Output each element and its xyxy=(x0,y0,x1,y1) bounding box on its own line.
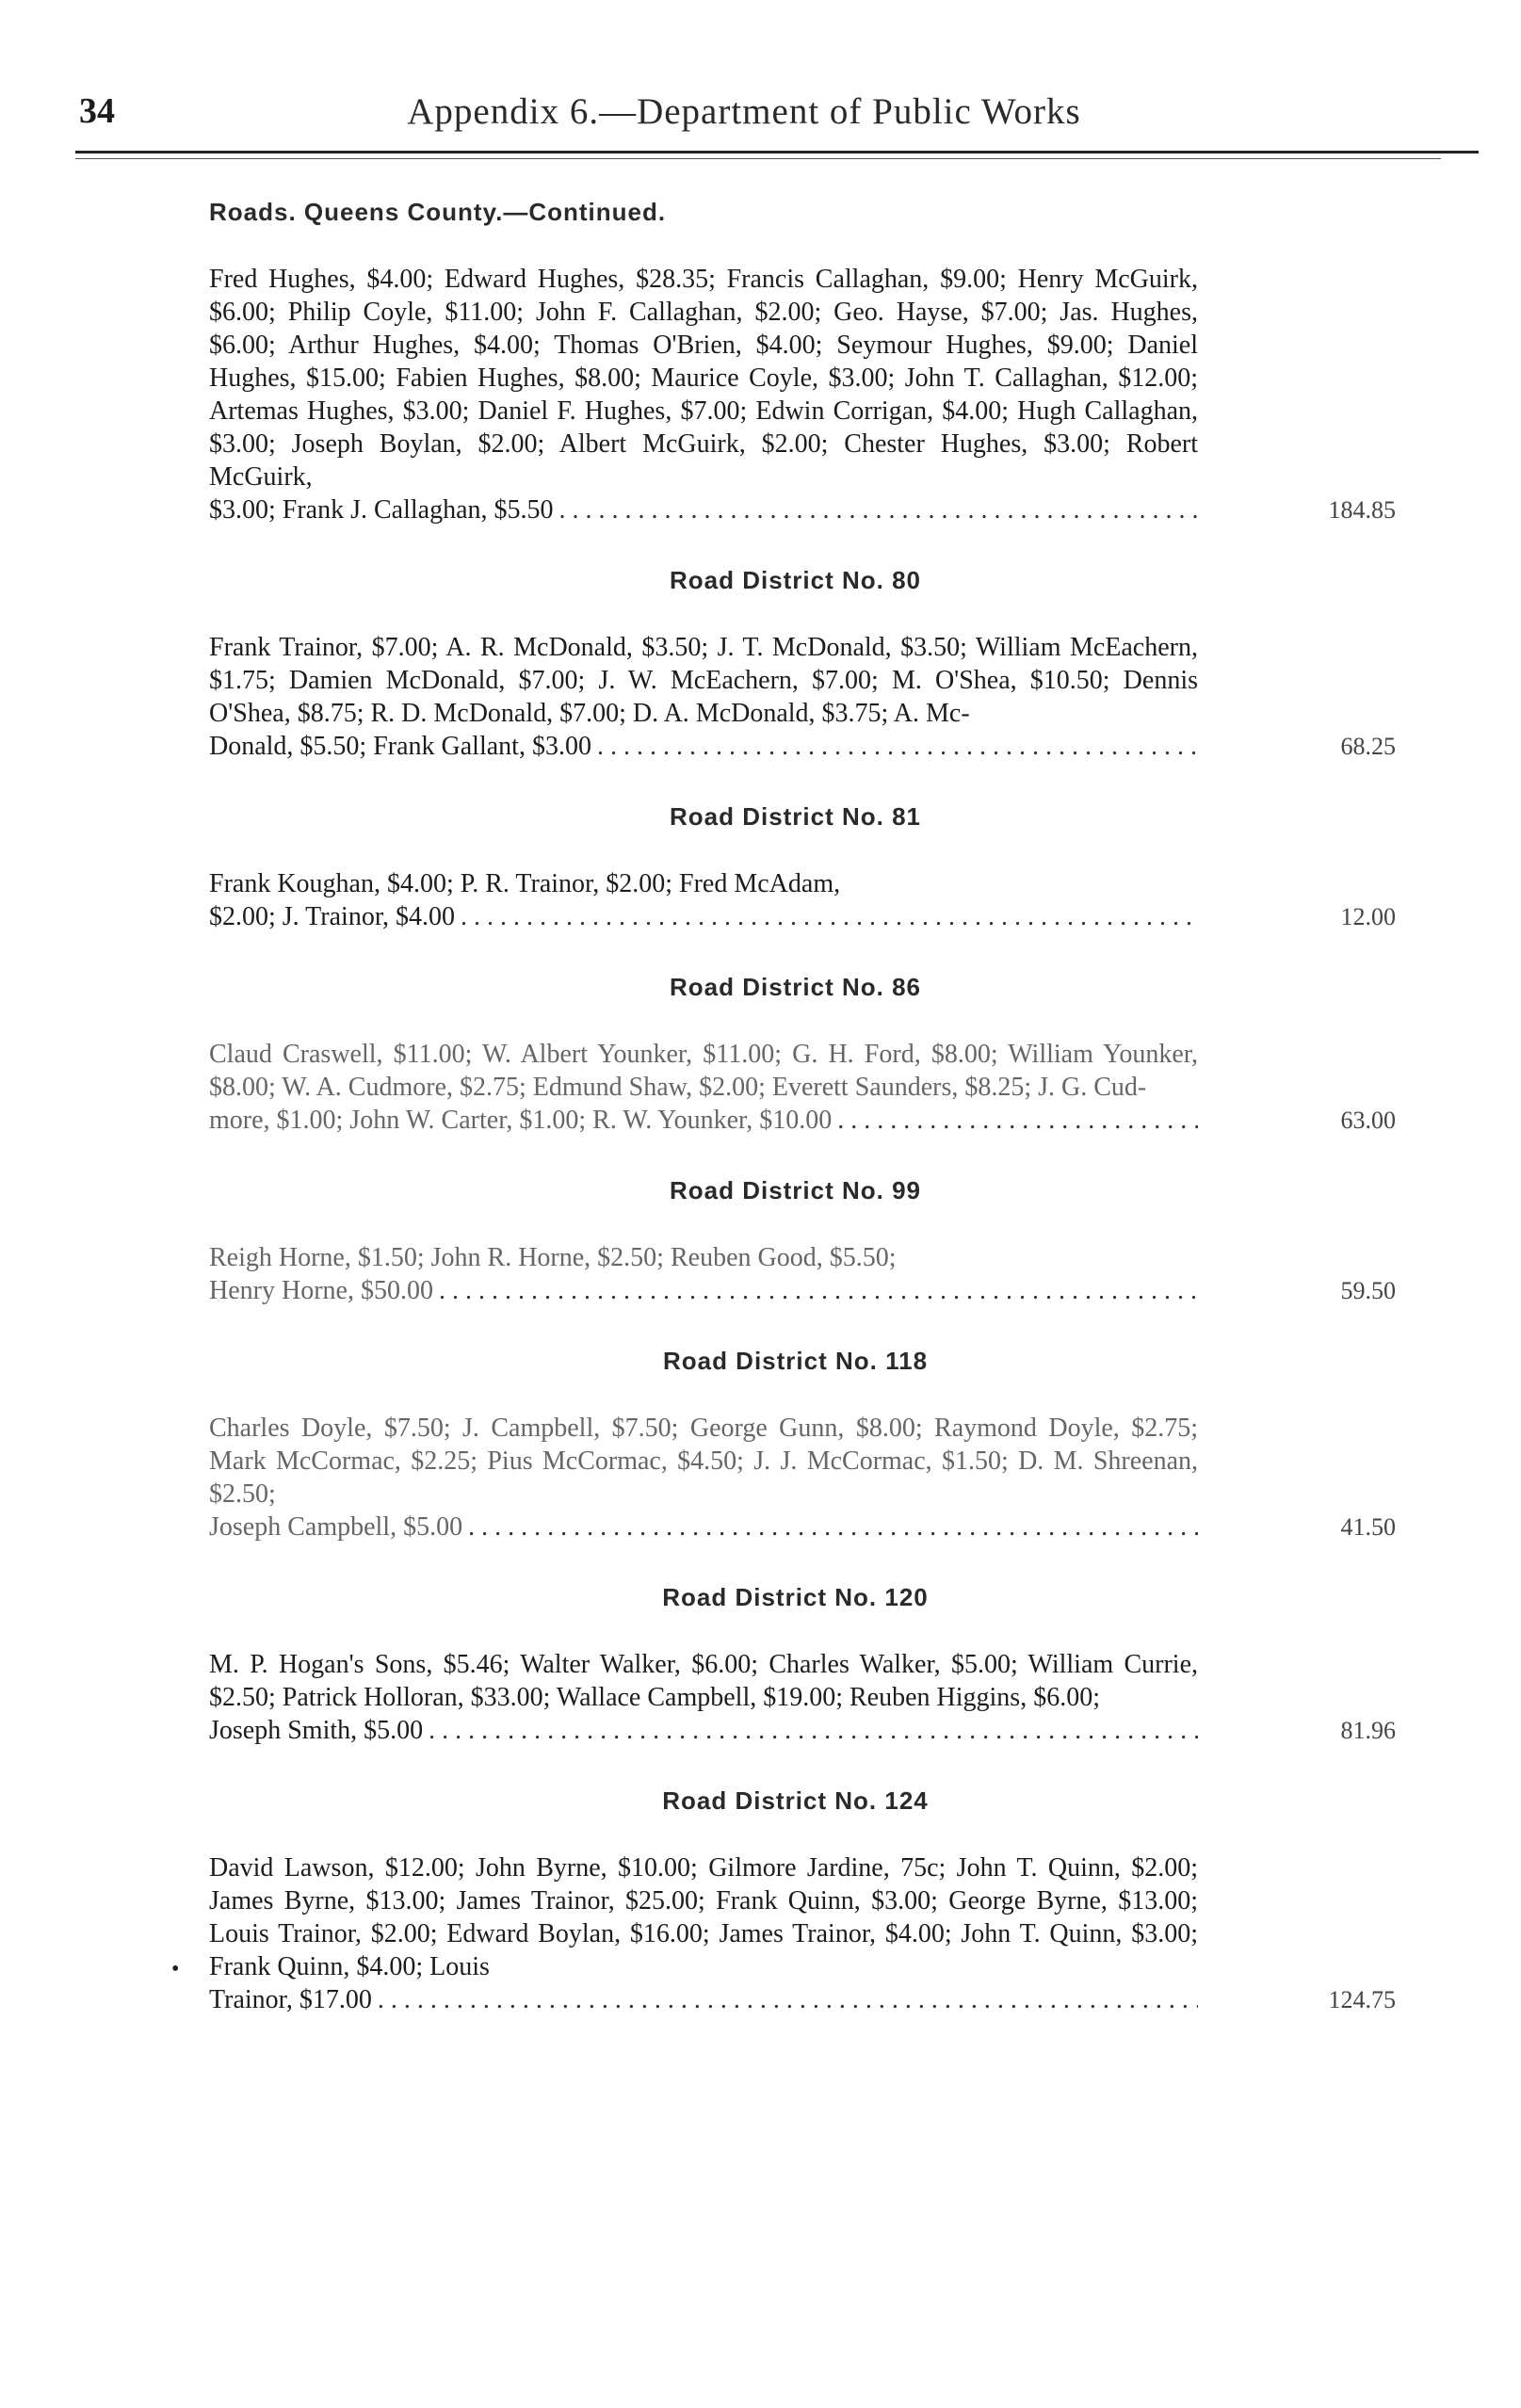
section-title: Road District No. 80 xyxy=(669,566,922,594)
entry-last-line: more, $1.00; John W. Carter, $1.00; R. W. Younker, $10.00 xyxy=(209,1106,833,1135)
dot-leader xyxy=(597,730,1198,763)
section-title: Road District No. 86 xyxy=(669,973,922,1001)
section-title: Road District No. 99 xyxy=(669,1176,922,1204)
entry-paragraph xyxy=(171,1851,1396,2016)
entry-last-line: Joseph Smith, $5.00 xyxy=(209,1716,424,1745)
entry-paragraph xyxy=(209,263,1396,526)
page-number: 34 xyxy=(79,91,115,131)
entry-last-line: $3.00; Frank J. Callaghan, $5.50 xyxy=(209,495,554,525)
entry-paragraph xyxy=(209,867,1396,933)
entry-total: 63.00 xyxy=(1340,1107,1396,1134)
page-header xyxy=(75,90,1488,147)
entry-last-line: Henry Horne, $50.00 xyxy=(209,1276,433,1305)
section-road-district-99 xyxy=(209,1176,1396,1307)
margin-bullet-mark: • xyxy=(171,1957,180,1981)
entry-body: Reigh Horne, $1.50; John R. Horne, $2.50; Reuben Good, $5.50; xyxy=(209,1243,897,1272)
entry-total: 12.00 xyxy=(1340,903,1396,930)
entry-body: David Lawson, $12.00; John Byrne, $10.00; Gilmore Jardine, 75c; John T. Quinn, $2.00; James Byrne, $13.00; James Trainor, $25.00; Frank Quinn, $3.00; George Byrne, $13.00; Louis Trainor, $2.00; Edward Boylan, $16.00; James Trainor, $4.00; John T. Quinn, $3.00; Frank Quinn, $4.00; Louis xyxy=(209,1853,1198,1981)
entry-last-line: Donald, $5.50; Frank Gallant, $3.00 xyxy=(209,732,591,761)
section-title: Roads. Queens County.—Continued. xyxy=(209,198,667,226)
entry-total: 59.50 xyxy=(1340,1277,1396,1304)
entry-paragraph xyxy=(209,1038,1396,1137)
entry-last-line: Joseph Campbell, $5.00 xyxy=(209,1512,463,1542)
header-rule-thin xyxy=(75,158,1441,159)
dot-leader xyxy=(378,1983,1198,2016)
entry-total: 124.75 xyxy=(1328,1986,1396,2013)
section-road-district-80 xyxy=(209,566,1396,763)
entry-paragraph xyxy=(209,1241,1396,1307)
entry-paragraph xyxy=(209,1412,1396,1543)
entry-last-line: $2.00; J. Trainor, $4.00 xyxy=(209,902,456,931)
section-road-district-118 xyxy=(209,1347,1396,1543)
section-title: Road District No. 124 xyxy=(662,1786,929,1815)
entry-body: Frank Koughan, $4.00; P. R. Trainor, $2.00; Fred McAdam, xyxy=(209,869,841,898)
entry-total: 68.25 xyxy=(1340,733,1396,760)
entry-body: M. P. Hogan's Sons, $5.46; Walter Walker, $6.00; Charles Walker, $5.00; William Currie, $2.50; Patrick Holloran, $33.00; Wallace Campbell, $19.00; Reuben Higgins, $6.00; xyxy=(209,1650,1198,1712)
header-rule xyxy=(75,151,1479,154)
section-title: Road District No. 118 xyxy=(662,1347,929,1375)
entry-body: Fred Hughes, $4.00; Edward Hughes, $28.35; Francis Callaghan, $9.00; Henry McGuirk, $6.00; Philip Coyle, $11.00; John F. Callaghan, $2.00; Geo. Hayse, $7.00; Jas. Hughes, $6.00; Arthur Hughes, $4.00; Thomas O'Brien, $4.00; Seymour Hughes, $9.00; Daniel Hughes, $15.00; Fabien Hughes, $8.00; Maurice Coyle, $3.00; John T. Callaghan, $12.00; Artemas Hughes, $3.00; Daniel F. Hughes, $7.00; Edwin Corrigan, $4.00; Hugh Callaghan, $3.00; Joseph Boylan, $2.00; Albert McGuirk, $2.00; Chester Hughes, $3.00; Robert McGuirk, xyxy=(209,265,1198,492)
entry-total: 41.50 xyxy=(1340,1513,1396,1541)
dot-leader xyxy=(559,493,1198,526)
entry-paragraph xyxy=(209,1648,1396,1747)
section-title: Road District No. 81 xyxy=(669,802,922,831)
section-road-district-86 xyxy=(209,973,1396,1137)
dot-leader xyxy=(439,1274,1198,1307)
section-road-district-120 xyxy=(209,1583,1396,1747)
entry-body: Claud Craswell, $11.00; W. Albert Younker, $11.00; G. H. Ford, $8.00; William Younker, $8.00; W. A. Cudmore, $2.75; Edmund Shaw, $2.00; Everett Saunders, $8.25; J. G. Cud- xyxy=(209,1040,1198,1102)
entry-last-line: Trainor, $17.00 xyxy=(209,1985,372,2014)
dot-leader xyxy=(837,1104,1198,1137)
section-title: Road District No. 120 xyxy=(662,1583,929,1611)
entry-total: 184.85 xyxy=(1328,496,1396,524)
section-road-district-81 xyxy=(209,802,1396,933)
page-content xyxy=(171,198,1396,2056)
dot-leader xyxy=(461,900,1198,933)
entry-body: Frank Trainor, $7.00; A. R. McDonald, $3.50; J. T. McDonald, $3.50; William McEachern, $1.75; Damien McDonald, $7.00; J. W. McEachern, $7.00; M. O'Shea, $10.50; Dennis O'Shea, $8.75; R. D. McDonald, $7.00; D. A. McDonald, $3.75; A. Mc- xyxy=(209,633,1198,728)
dot-leader xyxy=(429,1714,1198,1747)
dot-leader xyxy=(468,1511,1198,1543)
section-queens-county-continued xyxy=(209,198,1396,526)
entry-total: 81.96 xyxy=(1340,1717,1396,1744)
entry-body: Charles Doyle, $7.50; J. Campbell, $7.50; George Gunn, $8.00; Raymond Doyle, $2.75; Mark McCormac, $2.25; Pius McCormac, $4.50; J. J. McCormac, $1.50; D. M. Shreenan, $2.50; xyxy=(209,1414,1198,1509)
section-road-district-124 xyxy=(171,1786,1396,2016)
running-head: Appendix 6.—Department of Public Works xyxy=(407,91,1081,132)
entry-paragraph xyxy=(209,631,1396,763)
